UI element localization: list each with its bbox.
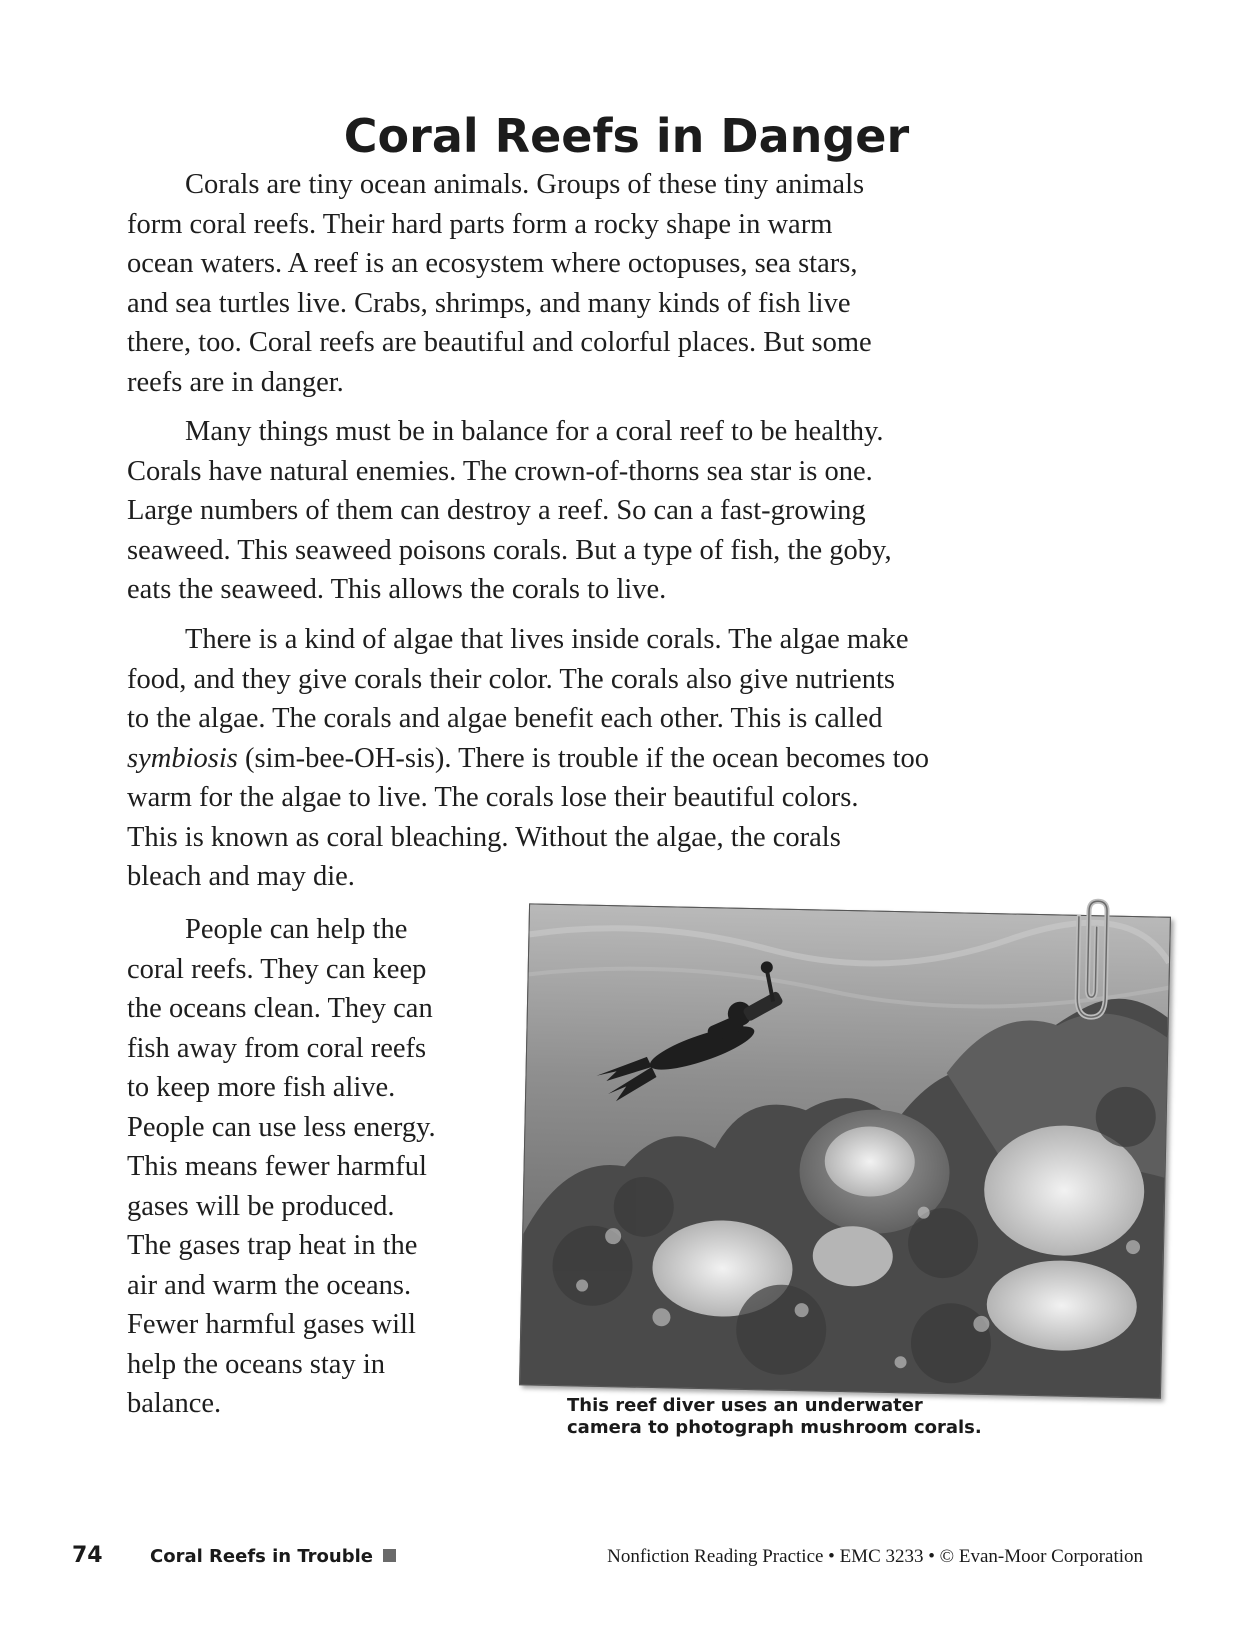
paragraph-intro: Corals are tiny ocean animals. Groups of these tiny animals form coral reefs. Their hard parts form a rocky shape in warm ocean waters. A reef is an ecosystem where octopuses, sea stars, and sea turtles live. Crabs, shrimps, and many kinds of fish live there, too. Coral reefs are beautiful and colorful places. But some reefs are in danger. (127, 169, 872, 398)
photo-frame (519, 903, 1169, 1396)
unit-title (150, 1546, 396, 1567)
paperclip-icon (1059, 896, 1122, 1027)
paragraph-symbiosis (127, 620, 1027, 897)
page-number: 74 (72, 1543, 103, 1568)
photo-caption: This reef diver uses an underwater camera to photograph mushroom corals. (567, 1395, 982, 1438)
paragraph-help: People can help the coral reefs. They can keep the oceans clean. They can fish away from coral reefs to keep more fish alive. People can use less energy. This means fewer harmful gases will be produced. The gases trap heat in the air and warm the oceans. Fewer harmful gases will help the oceans stay in balance. (127, 914, 436, 1419)
symbiosis-term: symbiosis (127, 742, 238, 774)
paragraph-symbiosis-part2: (sim-bee-OH-sis). There is trouble if the ocean becomes too warm for the algae to live. The corals lose their beautiful colors. This is known as coral bleaching. Without the algae, the corals bleach and may die. (127, 742, 930, 892)
unit-title-text: Coral Reefs in Trouble (150, 1546, 373, 1567)
page-title: Coral Reefs in Danger (343, 108, 910, 163)
paragraph-balance: Many things must be in balance for a coral reef to be healthy. Corals have natural enemies. The crown-of-thorns sea star is one. Large numbers of them can destroy a reef. So can a fast-growing seaweed. This seaweed poisons corals. But a type of fish, the goby, eats the seaweed. This allows the corals to live. (127, 416, 892, 605)
paragraph-symbiosis-part1: There is a kind of algae that lives inside corals. The algae make food, and they give corals their color. The corals also give nutrients to the algae. The corals and algae benefit each other. This is called (127, 624, 909, 734)
publisher-credit: Nonfiction Reading Practice • EMC 3233 • © Evan-Moor Corporation (607, 1546, 1143, 1567)
page-footer (0, 1543, 1253, 1573)
square-bullet-icon (383, 1549, 396, 1562)
